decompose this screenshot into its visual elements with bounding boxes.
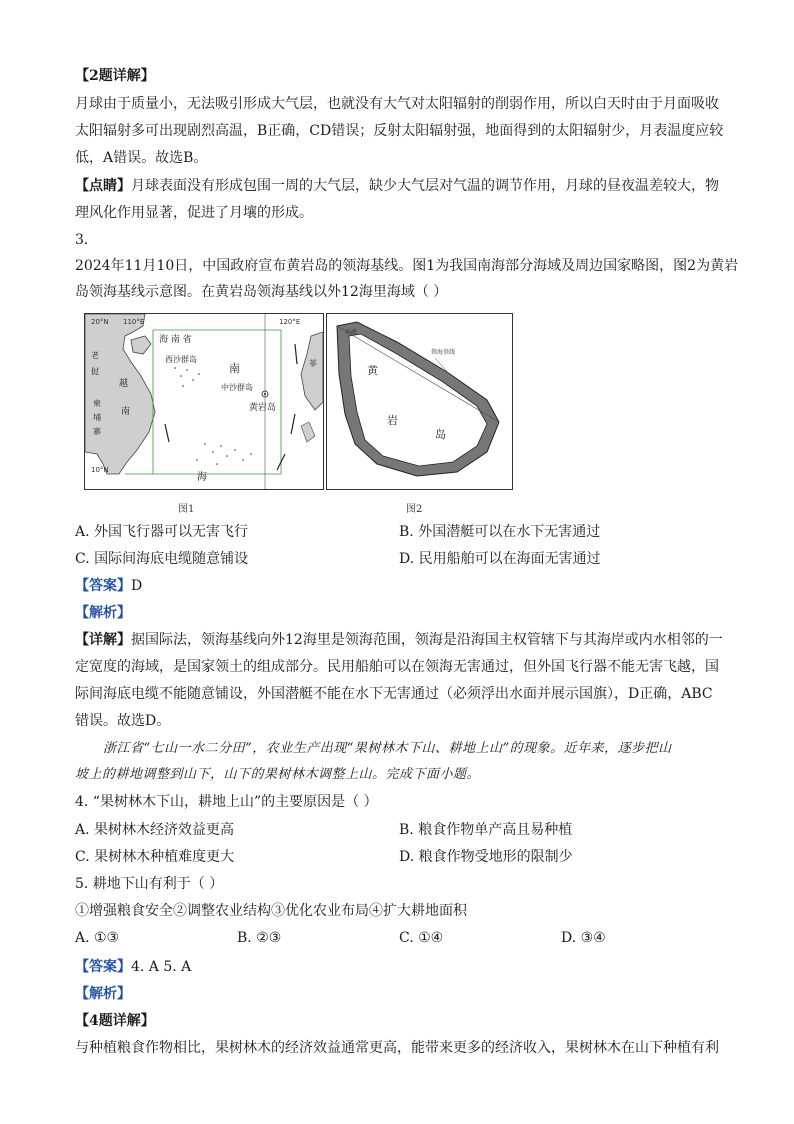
map-label: 柬 <box>93 399 101 408</box>
map-label: 南 <box>121 407 131 417</box>
q3-detail-line: 定宽度的海域，是国家领土的组成部分。民用船舶可以在领海无害通过，但外国飞行器不能无害飞越，国 <box>75 659 719 675</box>
passage-line: 浙江省“七山一水二分田”，农业生产出现“果树林木下山、耕地上山”的现象。近年来，逐步把山 <box>103 741 672 756</box>
q5-option-c[interactable]: C. ①④ <box>399 930 444 946</box>
q5-option-d[interactable]: D. ③④ <box>561 930 606 946</box>
q3-detail-line: 错误。故选D。 <box>75 713 171 729</box>
q4-option-b[interactable]: B. 粮食作物单产高且易种植 <box>399 822 573 838</box>
q4-detail-heading: 【4题详解】 <box>75 1013 155 1029</box>
q3-analysis-label: 【解析】 <box>75 605 131 621</box>
fig2-label: 环礁 <box>345 329 358 336</box>
q3-detail-line <box>75 630 725 650</box>
q3-option-a[interactable]: A. 外国飞行器可以无害飞行 <box>75 524 249 540</box>
figure-1-caption: 图1 <box>178 504 195 515</box>
q3-stem-line: 2024年11月10日，中国政府宣布黄岩岛的领海基线。图1为我国南海部分海域及周边国家略图，图2为黄岩 <box>75 258 739 274</box>
q4-detail-line: 与种植粮食作物相比，果树林木的经济效益通常更高，能带来更多的经济收入，果树林木在山下种植有利 <box>75 1040 719 1056</box>
q4-option-c[interactable]: C. 果树林木种植难度更大 <box>75 849 235 865</box>
answer-label: 【答案】 <box>75 578 131 594</box>
lat-label: 20°N <box>91 318 109 326</box>
q4-option-d[interactable]: D. 粮食作物受地形的限制少 <box>399 849 573 865</box>
answer-value: D <box>131 578 143 594</box>
tip-text: 月球表面没有形成包围一周的大气层，缺少大气层对气温的调节作用，月球的昼夜温差较大，物 <box>131 178 719 194</box>
answer-label: 【答案】 <box>75 959 131 975</box>
fig2-label: 岩 <box>387 414 398 427</box>
q3-option-d[interactable]: D. 民用船舶可以在海面无害通过 <box>399 551 601 567</box>
philippines-landmass <box>301 332 323 410</box>
south-china-sea-map <box>85 314 323 489</box>
fig2-label: 领海基线 <box>431 349 456 356</box>
lat-label: 10°N <box>91 466 109 474</box>
q2-detail-line: 低，A错误。故选B。 <box>75 150 208 166</box>
q3-detail-line: 际间海底电缆不能随意铺设，外国潜艇不能在水下无害通过（必须浮出水面并展示国旗），D正确，ABC <box>75 686 713 702</box>
map-label: 挝 <box>91 367 99 376</box>
q3-answer <box>75 576 725 596</box>
map-label: 埔 <box>93 413 101 422</box>
answer-value: 4. A 5. A <box>131 959 192 975</box>
detail-text: 据国际法，领海基线向外12海里是领海范围，领海是沿海国主权管辖下与其海岸或内水相邻的一 <box>131 632 723 648</box>
q3-stem-line: 岛领海基线示意图。在黄岩岛领海基线以外12海里海域（ ） <box>75 284 448 300</box>
q3-number: 3. <box>75 232 89 248</box>
map-label: 海 <box>197 472 207 483</box>
q2-tip-line: 理风化作用显著，促进了月壤的形成。 <box>75 205 313 221</box>
lon-label: 110°E <box>123 318 145 326</box>
q2-detail-line: 月球由于质量小，无法吸引形成大气层，也就没有大气对太阳辐射的削弱作用，所以白天时由于月面吸收 <box>75 96 719 112</box>
tip-label: 【点睛】 <box>75 178 131 194</box>
figure-2-baseline <box>326 313 513 490</box>
q3-option-b[interactable]: B. 外国潜艇可以在水下无害通过 <box>399 524 601 540</box>
map-label: 越 <box>119 379 129 389</box>
map-label: 西沙群岛 <box>165 355 197 364</box>
fig2-label: 黄 <box>367 364 378 377</box>
map-label: 南 <box>229 362 240 375</box>
detail-label: 【详解】 <box>75 632 131 648</box>
q2-detail-line: 太阳辐射多可出现剧烈高温，B正确，CD错误；反射太阳辐射强，地面得到的太阳辐射少，月表温度应较 <box>75 123 724 139</box>
lon-label: 120°E <box>279 318 301 326</box>
map-label: 海 南 省 <box>159 335 192 345</box>
q2-detail-heading: 【2题详解】 <box>75 68 155 84</box>
map-label: 中沙群岛 <box>221 383 253 392</box>
q4-option-a[interactable]: A. 果树林木经济效益更高 <box>75 822 235 838</box>
q5-items: ①增强粮食安全②调整农业结构③优化农业布局④扩大耕地面积 <box>75 903 467 919</box>
figure-2-caption: 图2 <box>406 504 423 515</box>
q5-stem: 5. 耕地下山有利于（ ） <box>75 876 224 892</box>
map-label: 黄岩岛 <box>249 403 277 413</box>
fig2-label: 岛 <box>435 428 446 441</box>
q2-tip-line <box>75 176 725 196</box>
map-label: 菲 <box>309 359 317 368</box>
huangyan-atoll-diagram <box>327 314 512 489</box>
figure-1-map <box>84 313 324 490</box>
islands-dots <box>174 367 252 465</box>
q5-option-a[interactable]: A. ①③ <box>75 930 120 946</box>
q5-option-b[interactable]: B. ②③ <box>237 930 282 946</box>
q3-option-c[interactable]: C. 国际间海底电缆随意铺设 <box>75 551 249 567</box>
q4-stem: 4. “果树林木下山，耕地上山”的主要原因是（ ） <box>75 794 378 810</box>
q45-analysis-label: 【解析】 <box>75 986 131 1002</box>
map-label: 老 <box>91 351 99 360</box>
map-label: 寨 <box>93 427 101 436</box>
hainan-island <box>131 336 151 354</box>
passage-line: 坡上的耕地调整到山下，山下的果树林木调整上山。完成下面小题。 <box>75 767 481 782</box>
q45-answer <box>75 957 725 977</box>
